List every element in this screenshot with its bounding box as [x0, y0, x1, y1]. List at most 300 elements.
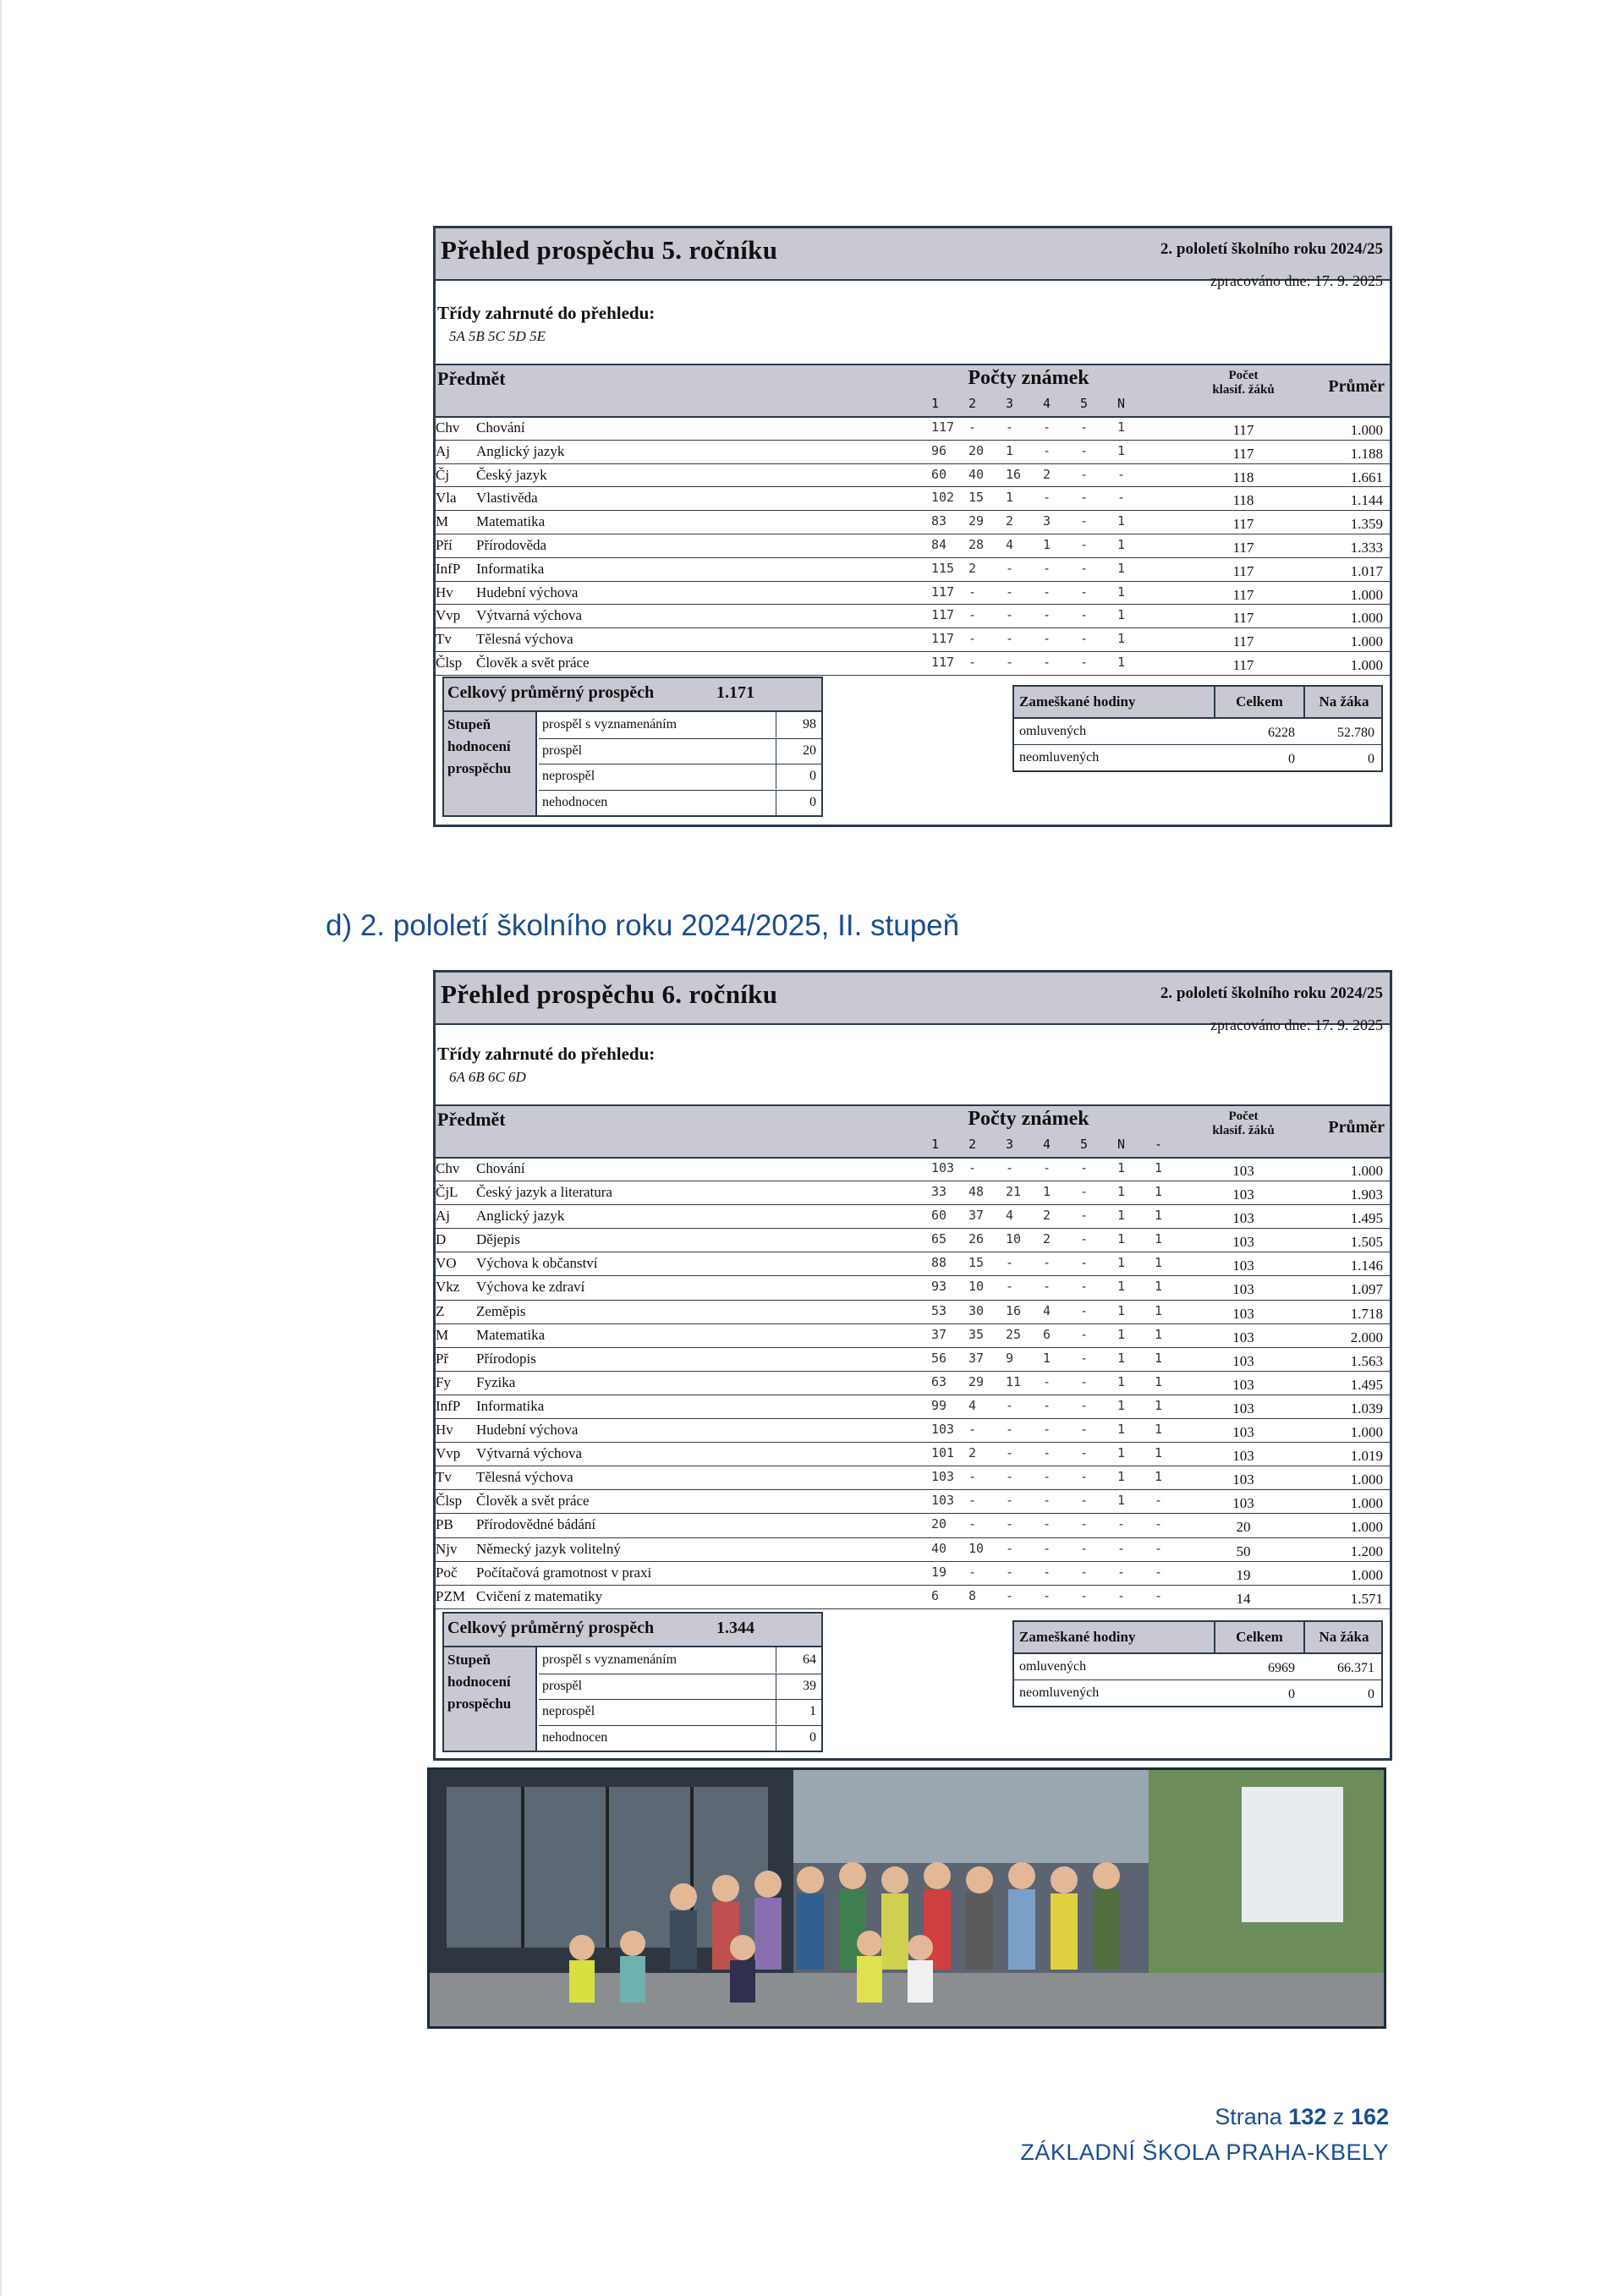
evaluation-levels [444, 1647, 821, 1751]
grade-count: - [1006, 1160, 1014, 1175]
absence-col-type: Zameškané hodiny [1019, 1629, 1136, 1645]
subject-average: 1.000 [1350, 656, 1383, 673]
table-row [436, 1490, 1390, 1514]
grade-count: 1 [1155, 1160, 1163, 1175]
subject-abbr: PB [436, 1516, 453, 1533]
grade-count: 1 [1117, 1397, 1126, 1413]
grade-count: 6 [1043, 1326, 1051, 1342]
subject-name: Člověk a svět práce [476, 1493, 590, 1510]
grade-count: - [1080, 1564, 1089, 1580]
absence-header [1014, 1622, 1381, 1654]
absence-per-pupil: 66.371 [1337, 1661, 1374, 1675]
table-row [436, 1419, 1390, 1443]
grade-count: 1 [1155, 1397, 1163, 1413]
level-row [539, 738, 821, 765]
grade-count: - [1080, 1208, 1089, 1224]
overall-average-row [444, 678, 821, 712]
grade-count: 16 [1006, 466, 1022, 482]
grade-count: - [1155, 1540, 1163, 1556]
grade-count: 48 [968, 1184, 985, 1200]
grade-count: 1 [1117, 442, 1126, 458]
grade-count: - [1080, 466, 1089, 482]
grade-count: - [1080, 1516, 1089, 1532]
classified-count: 117 [1232, 562, 1254, 579]
subject-abbr: InfP [436, 1397, 461, 1414]
absence-row [1014, 719, 1381, 745]
grade-count: - [1080, 1279, 1089, 1295]
levels-label-line2: hodnocení [447, 1674, 511, 1690]
grade-count: - [1006, 584, 1014, 600]
overall-average-label: Celkový průměrný prospěch [447, 1619, 655, 1637]
table-row [436, 1324, 1390, 1348]
subject-average: 1.000 [1350, 1495, 1383, 1512]
grade-count: 2 [1043, 1208, 1051, 1224]
grade-count: 1 [1043, 536, 1051, 552]
subject-average: 1.718 [1350, 1305, 1383, 1322]
grade-count: 37 [968, 1208, 985, 1224]
grade-count: - [968, 419, 977, 435]
grade-count: 2 [968, 1445, 977, 1461]
subject-name: Anglický jazyk [476, 442, 565, 459]
subject-abbr: Chv [436, 1160, 460, 1176]
grade-count: 40 [968, 466, 985, 482]
absence-per-pupil: 52.780 [1337, 726, 1374, 740]
grade-count: 1 [1117, 419, 1126, 435]
col-grade-3: 3 [1006, 396, 1014, 411]
grade-count: - [1080, 1540, 1089, 1556]
grade-count: 37 [931, 1326, 947, 1342]
subject-abbr: Člsp [436, 1493, 463, 1510]
grades-table-body [436, 1158, 1390, 1609]
subject-average: 1.000 [1350, 1424, 1383, 1441]
subject-abbr: Vkz [436, 1279, 460, 1296]
grades-table-header [436, 1104, 1390, 1159]
level-row [539, 1647, 821, 1674]
table-row [436, 558, 1390, 582]
page-number [1215, 2104, 1389, 2130]
grade-count: - [1043, 560, 1051, 576]
grade-count: - [968, 1469, 977, 1485]
subject-average: 1.563 [1350, 1352, 1383, 1369]
subject-abbr: PZM [436, 1587, 465, 1604]
grade-count: - [1080, 1397, 1089, 1413]
grade-count: - [1006, 607, 1014, 623]
grade-count: - [1006, 1516, 1014, 1532]
level-row [539, 790, 821, 816]
grade-count: - [1006, 1540, 1014, 1556]
classified-count: 20 [1236, 1519, 1251, 1536]
levels-label-line2: hodnocení [447, 738, 511, 754]
absence-type: omluvených [1019, 724, 1087, 738]
grade-count: - [1117, 1516, 1126, 1532]
grade-count: - [1080, 419, 1089, 435]
grade-count: - [1080, 631, 1089, 647]
grade-count: - [968, 1516, 977, 1532]
subject-name: Výtvarná výchova [476, 1445, 583, 1462]
table-row [436, 534, 1390, 558]
grade-count: - [1117, 466, 1126, 482]
subject-name: Dějepis [476, 1231, 520, 1248]
col-classified-count [1197, 1110, 1290, 1138]
grade-count: 37 [968, 1350, 985, 1366]
table-row [436, 511, 1390, 534]
page-prefix: Strana [1215, 2104, 1282, 2129]
grade-count: - [1080, 1160, 1089, 1175]
classified-count: 103 [1232, 1258, 1254, 1274]
grade-count: 115 [931, 560, 955, 576]
grade-count: 1 [1155, 1445, 1163, 1461]
page-total: 162 [1350, 2104, 1389, 2129]
subject-name: Informatika [476, 1397, 545, 1414]
levels-label-line3: prospěchu [447, 1696, 512, 1712]
subject-name: Zeměpis [476, 1302, 526, 1319]
subject-average: 1.000 [1350, 1566, 1383, 1583]
report-title: Přehled prospěchu 6. ročníku [441, 979, 778, 1009]
grade-count: 53 [931, 1302, 947, 1318]
col-count-line1: Počet [1228, 1110, 1259, 1123]
subject-abbr: Čj [436, 466, 450, 483]
grade-count: 8 [968, 1587, 977, 1603]
subject-average: 1.000 [1350, 633, 1383, 650]
table-row [436, 417, 1390, 441]
classified-count: 103 [1232, 1186, 1254, 1203]
grade-count: - [1043, 1540, 1051, 1556]
table-row [436, 1158, 1390, 1181]
grade-count: - [1080, 1184, 1089, 1200]
grade-count: 63 [931, 1373, 947, 1389]
grade-count: 6 [931, 1587, 940, 1603]
absence-per-pupil: 0 [1368, 752, 1374, 766]
subject-name: Chování [476, 419, 525, 436]
classes-value: 5A 5B 5C 5D 5E [449, 328, 546, 344]
grade-count: 1 [1117, 1184, 1126, 1200]
grade-count: 60 [931, 466, 947, 482]
grade-count: 1 [1155, 1208, 1163, 1224]
subject-abbr: Aj [436, 442, 450, 459]
col-subject: Předmět [437, 368, 506, 389]
grade-count: 103 [931, 1493, 955, 1509]
col-count-line2: klasif. žáků [1212, 383, 1275, 397]
subject-average: 2.000 [1350, 1329, 1383, 1345]
grade-count: 1 [1155, 1326, 1163, 1342]
class-group-photo [427, 1767, 1386, 2029]
grade-count: 65 [931, 1231, 947, 1247]
absence-row [1014, 745, 1381, 770]
grade-count: 9 [1006, 1350, 1014, 1366]
overall-average-value: 1.171 [716, 683, 754, 702]
grade-count: 4 [968, 1397, 977, 1413]
classified-count: 103 [1232, 1352, 1254, 1369]
subject-average: 1.019 [1350, 1448, 1383, 1465]
absence-header [1014, 687, 1381, 719]
grade-count: - [1080, 1445, 1089, 1461]
subject-name: Informatika [476, 560, 545, 577]
classified-count: 103 [1232, 1471, 1254, 1488]
subject-abbr: Vvp [436, 1445, 461, 1462]
grade-count: - [1080, 490, 1089, 506]
grade-count: 1 [1117, 1422, 1126, 1438]
subject-name: Český jazyk a literatura [476, 1184, 612, 1201]
col-grade-5: 5 [1080, 396, 1089, 411]
level-name: prospěl [542, 743, 583, 758]
subject-average: 1.000 [1350, 422, 1383, 438]
subject-average: 1.017 [1350, 562, 1383, 579]
subject-average: 1.333 [1350, 539, 1383, 556]
table-row [436, 1562, 1390, 1586]
grade-count: 1 [1155, 1373, 1163, 1389]
levels-label-line3: prospěchu [447, 760, 512, 776]
grade-count: 21 [1006, 1184, 1022, 1200]
grade-count: - [1043, 419, 1051, 435]
classified-count: 103 [1232, 1495, 1254, 1512]
level-value: 98 [776, 712, 818, 737]
classified-count: 50 [1236, 1543, 1251, 1559]
grade-count: 103 [931, 1160, 955, 1175]
grade-count: 1 [1043, 1350, 1051, 1366]
grade-count: 1 [1155, 1422, 1163, 1438]
absence-total: 0 [1288, 752, 1295, 766]
grade-count: 1 [1117, 631, 1126, 647]
grade-count: 16 [1006, 1302, 1022, 1318]
grade-count: - [1006, 631, 1014, 647]
grade-count: 1 [1117, 584, 1126, 600]
grade-count: 19 [931, 1564, 947, 1580]
subject-average: 1.661 [1350, 469, 1383, 485]
table-row [436, 1301, 1390, 1324]
classified-count: 117 [1232, 445, 1254, 462]
grade-count: 15 [968, 1255, 985, 1271]
grade-count: - [1117, 1540, 1126, 1556]
grade-count: - [1006, 1445, 1014, 1461]
grade-count: - [1006, 1564, 1014, 1580]
absence-type: neomluvených [1019, 1685, 1100, 1700]
grade-count: - [1155, 1493, 1163, 1509]
grade-count: 1 [1117, 1208, 1126, 1224]
grade-count: 4 [1043, 1302, 1051, 1318]
classified-count: 103 [1232, 1281, 1254, 1298]
grade-count: - [1080, 442, 1089, 458]
absence-total: 6969 [1268, 1661, 1295, 1675]
subject-abbr: M [436, 1326, 449, 1343]
subject-abbr: Hv [436, 1422, 453, 1438]
grade-count: - [1080, 1422, 1089, 1438]
absence-per-pupil: 0 [1368, 1687, 1374, 1701]
grade-count: - [968, 654, 977, 670]
subject-average: 1.188 [1350, 445, 1383, 462]
grade-count: - [968, 1160, 977, 1175]
grade-count: - [1006, 419, 1014, 435]
grades-table-body [436, 417, 1390, 676]
report-grade-5 [433, 226, 1392, 827]
grade-count: 1 [1117, 1445, 1126, 1461]
table-row [436, 582, 1390, 606]
table-row [436, 1514, 1390, 1537]
level-value: 0 [776, 764, 818, 789]
grade-count: 10 [968, 1540, 985, 1556]
grade-count: 1 [1155, 1350, 1163, 1366]
subject-name: Matematika [476, 1326, 546, 1343]
classified-count: 103 [1232, 1305, 1254, 1322]
grade-count: 28 [968, 536, 985, 552]
section-heading: d) 2. pololetí školního roku 2024/2025, II. stupeň [326, 909, 960, 942]
classified-count: 103 [1232, 1234, 1254, 1251]
classified-count: 103 [1232, 1329, 1254, 1345]
level-row [539, 764, 821, 791]
overall-average-row [444, 1614, 821, 1647]
grade-count: - [968, 607, 977, 623]
classified-count: 117 [1232, 656, 1254, 673]
grade-count: - [1117, 1587, 1126, 1603]
classified-count: 117 [1232, 516, 1254, 533]
classified-count: 118 [1232, 469, 1254, 485]
grade-count: 88 [931, 1255, 947, 1271]
grade-count: 1 [1006, 442, 1014, 458]
grade-count: 20 [968, 442, 985, 458]
absence-total: 0 [1288, 1687, 1295, 1701]
col-average: Průměr [1328, 1118, 1385, 1137]
subject-average: 1.903 [1350, 1186, 1383, 1203]
table-row [436, 1276, 1390, 1300]
evaluation-levels-label [444, 712, 537, 815]
absence-type: neomluvených [1019, 750, 1100, 764]
grade-count: 1 [1117, 1326, 1126, 1342]
grade-count: 3 [1043, 513, 1051, 529]
subject-name: Fyzika [476, 1373, 516, 1390]
absence-row [1014, 1680, 1381, 1706]
page-separator: z [1332, 2104, 1345, 2129]
subject-average: 1.571 [1350, 1590, 1383, 1607]
grade-count: 1 [1117, 536, 1126, 552]
grade-count: 1 [1117, 1160, 1126, 1175]
classified-count: 103 [1232, 1424, 1254, 1441]
grade-count: - [1080, 1350, 1089, 1366]
classified-count: 117 [1232, 610, 1254, 627]
grade-count: 83 [931, 513, 947, 529]
col-grade-3: 3 [1006, 1137, 1014, 1152]
grade-count: - [1080, 1373, 1089, 1389]
report-period: 2. pololetí školního roku 2024/25 [1160, 984, 1383, 1002]
subject-name: Anglický jazyk [476, 1208, 565, 1225]
subject-name: Člověk a svět práce [476, 654, 590, 671]
grade-count: - [1043, 490, 1051, 506]
levels-label-line1: Stupeň [447, 716, 491, 732]
grade-count: - [1043, 631, 1051, 647]
table-row [436, 1229, 1390, 1252]
report-title: Přehled prospěchu 5. ročníku [441, 235, 778, 265]
grade-count: - [968, 1493, 977, 1509]
grade-count: 15 [968, 490, 985, 506]
classes-label: Třídy zahrnuté do přehledu: [437, 303, 656, 323]
subject-average: 1.000 [1350, 586, 1383, 603]
classified-count: 14 [1236, 1590, 1251, 1607]
col-classified-count [1197, 369, 1290, 397]
subject-abbr: Aj [436, 1208, 450, 1225]
grade-count: 2 [1043, 466, 1051, 482]
level-value: 39 [776, 1674, 818, 1699]
grade-count: 35 [968, 1326, 985, 1342]
grade-count: 1 [1117, 607, 1126, 623]
subject-abbr: M [436, 513, 449, 530]
absence-col-total: Celkem [1214, 687, 1303, 717]
grade-count: 10 [1006, 1231, 1022, 1247]
col-grade-dash: - [1155, 1137, 1163, 1152]
subject-average: 1.039 [1350, 1400, 1383, 1417]
grade-count: - [1043, 654, 1051, 670]
table-row [436, 605, 1390, 628]
table-row [436, 487, 1390, 511]
grade-count: - [1080, 654, 1089, 670]
absence-total: 6228 [1268, 726, 1295, 740]
level-value: 64 [776, 1647, 818, 1673]
subject-abbr: Njv [436, 1540, 458, 1557]
grade-count: 102 [931, 490, 955, 506]
subject-name: Cvičení z matematiky [476, 1587, 603, 1604]
grade-count: - [968, 1564, 977, 1580]
grade-count: - [1043, 1279, 1051, 1295]
subject-abbr: Vla [436, 490, 457, 507]
subject-abbr: VO [436, 1255, 457, 1272]
grade-count: - [1043, 1516, 1051, 1532]
subject-name: Přírodopis [476, 1350, 536, 1367]
grade-count: 96 [931, 442, 947, 458]
subject-name: Vlastivěda [476, 490, 538, 507]
table-row [436, 652, 1390, 676]
grade-count: - [1080, 1469, 1089, 1485]
grade-count: 117 [931, 419, 955, 435]
grade-count: 2 [1043, 1231, 1051, 1247]
level-value: 0 [776, 1725, 818, 1751]
level-name: nehodnocen [542, 794, 608, 809]
level-name: neprospěl [542, 1704, 595, 1718]
grade-count: - [1043, 1445, 1051, 1461]
grade-count: 93 [931, 1279, 947, 1295]
classified-count: 103 [1232, 1448, 1254, 1465]
grade-count: 2 [968, 560, 977, 576]
subject-name: Výchova k občanství [476, 1255, 598, 1272]
overall-average-label: Celkový průměrný prospěch [447, 683, 655, 702]
grade-count: - [1080, 513, 1089, 529]
report-processed-date: zpracováno dne: 17. 9. 2025 [1210, 1016, 1383, 1033]
grade-count: 1 [1117, 1469, 1126, 1485]
grade-count: - [1080, 560, 1089, 576]
col-grade-2: 2 [968, 396, 977, 411]
absence-col-type: Zameškané hodiny [1019, 693, 1136, 710]
grade-count: - [1117, 490, 1126, 506]
subject-abbr: Tv [436, 631, 452, 648]
absence-row [1014, 1654, 1381, 1680]
grade-count: - [1043, 1564, 1051, 1580]
absence-col-per-pupil: Na žáka [1303, 687, 1383, 717]
level-row [539, 712, 821, 739]
absence-col-total: Celkem [1214, 1622, 1303, 1652]
report-grade-6 [433, 970, 1392, 1761]
grade-count: - [1043, 1397, 1051, 1413]
col-subject: Předmět [437, 1109, 506, 1130]
grade-count: 84 [931, 536, 947, 552]
table-row [436, 1466, 1390, 1490]
subject-name: Hudební výchova [476, 584, 579, 600]
level-row [539, 1725, 821, 1751]
table-row [436, 1205, 1390, 1229]
grade-count: 1 [1117, 654, 1126, 670]
grade-count: - [1006, 560, 1014, 576]
grade-count: - [1006, 1397, 1014, 1413]
col-count-line1: Počet [1228, 369, 1259, 382]
grade-count: 101 [931, 1445, 955, 1461]
absence-col-per-pupil: Na žáka [1303, 1622, 1383, 1652]
grade-count: - [1043, 1587, 1051, 1603]
subject-abbr: Hv [436, 584, 453, 600]
